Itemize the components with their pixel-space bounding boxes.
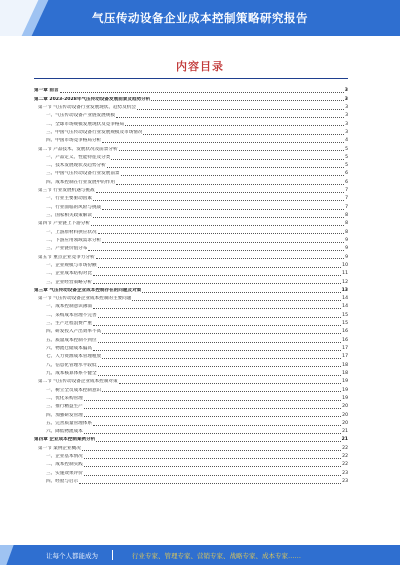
toc-dot-leader: [116, 184, 344, 185]
toc-entry-text: 四、经验与启示: [46, 479, 79, 484]
toc-dot-leader: [98, 233, 345, 234]
toc-entry[interactable]: [34, 402, 348, 410]
toc-entry[interactable]: [34, 269, 348, 277]
toc-entry[interactable]: [34, 319, 348, 327]
toc-page-number: 22: [342, 454, 348, 460]
toc-page-number: 7: [345, 188, 348, 194]
toc-page-number: 4: [345, 138, 348, 144]
toc-entry-text: 一、成本控制意识薄弱: [46, 304, 92, 310]
toc-entry-text: 九、成本核算体系不健全: [46, 370, 97, 376]
toc-dot-leader: [111, 159, 344, 160]
toc-entry[interactable]: [34, 410, 348, 418]
toc-entry[interactable]: [34, 252, 348, 260]
toc-page-number: 3: [345, 129, 348, 135]
toc-page-number: 20: [342, 412, 348, 418]
toc-entry-text: 二、全球市场规模发展现状及竞争格局: [46, 121, 125, 127]
toc-page-number: 9: [345, 254, 348, 260]
toc-page-number: 23: [342, 479, 348, 484]
toc-entry-text: 第一节 气压传动设备企业成本控制的主要问题: [38, 296, 132, 302]
toc-dot-leader: [93, 217, 344, 218]
toc-page-number: 21: [342, 429, 348, 435]
toc-page-number: 8: [345, 229, 348, 235]
toc-page-number: 14: [342, 304, 348, 310]
toc-dot-leader: [82, 450, 341, 451]
toc-dot-leader: [84, 458, 341, 459]
toc-page-number: 14: [342, 296, 348, 302]
toc-page-number: 12: [342, 279, 348, 285]
toc-entry-text: 一、上游原材料供应状况: [46, 229, 97, 235]
toc-entry[interactable]: [34, 460, 348, 468]
toc-entry[interactable]: [34, 227, 348, 235]
toc-entry[interactable]: [34, 377, 348, 385]
toc-page-number: 16: [342, 337, 348, 343]
toc-entry[interactable]: [34, 360, 348, 368]
toc-entry-text: 二、采购成本管理不完善: [46, 312, 97, 318]
toc-dot-leader: [98, 267, 342, 268]
toc-divider: [34, 78, 348, 79]
toc-entry-text: 二、优化采购管理: [46, 395, 83, 401]
toc-page-number: 10: [342, 262, 348, 268]
toc-entry[interactable]: [34, 294, 348, 302]
toc-dot-leader: [102, 242, 344, 243]
toc-dot-leader: [102, 391, 341, 392]
toc-entry-text: 三、中国气压传动设备行业发展前景: [46, 171, 120, 177]
toc-entry[interactable]: [34, 177, 348, 185]
toc-dot-leader: [132, 300, 341, 301]
toc-entry-text: 二、企业成本结构对比: [46, 271, 92, 277]
toc-entry-text: 四、研发投入产出效率不高: [46, 329, 102, 335]
toc-entry-text: 第一章 前言: [34, 88, 59, 94]
toc-dot-leader: [84, 416, 341, 417]
toc-entry[interactable]: [34, 427, 348, 435]
toc-entry-text: 一、树立全员成本控制意识: [46, 387, 102, 393]
toc-entry[interactable]: [34, 169, 348, 177]
toc-entry[interactable]: [34, 119, 348, 127]
toc-dot-leader: [96, 441, 340, 442]
toc-dot-leader: [121, 175, 345, 176]
toc-dot-leader: [142, 292, 340, 293]
toc-entry[interactable]: [34, 86, 348, 94]
toc-entry[interactable]: [34, 419, 348, 427]
toc-dot-leader: [119, 383, 342, 384]
page-header-banner: [0, 0, 400, 36]
footer-separator: [112, 550, 113, 560]
toc-entry[interactable]: [34, 335, 348, 343]
toc-entry-text: 二、行业面临的风险与挑战: [46, 204, 102, 210]
toc-entry[interactable]: [34, 344, 348, 352]
toc-dot-leader: [84, 466, 341, 467]
toc-dot-leader: [107, 167, 344, 168]
toc-dot-leader: [84, 408, 341, 409]
toc-entry-text: 二、技术发展现状及趋势分析: [46, 163, 106, 169]
toc-entry-text: 三、产业链价值分布: [46, 246, 88, 252]
toc-entry[interactable]: [34, 394, 348, 402]
toc-entry-text: 第四章 企业成本控制案例分析: [34, 437, 96, 443]
toc-entry-text: 第一节 气压传动设备行业发展现状、趋势及机会: [38, 104, 136, 110]
toc-entry-text: 第五节 重点企业竞争力分析: [38, 254, 95, 260]
toc-entry[interactable]: [34, 153, 348, 161]
toc-page-number: 16: [342, 329, 348, 335]
toc-page-number: 7: [345, 196, 348, 202]
toc-page-number: 8: [345, 221, 348, 227]
toc-entry-text: 二、成本控制实践: [46, 462, 83, 468]
toc-page-number: 11: [342, 271, 348, 277]
toc-entry[interactable]: [34, 194, 348, 202]
toc-entry-text: 第二章 2023-2028年气压传动设备发展前景及趋势分析: [34, 96, 151, 102]
toc-dot-leader: [98, 375, 342, 376]
toc-entry-text: 一、行业主要驱动因素: [46, 196, 92, 202]
toc-dot-leader: [93, 200, 344, 201]
toc-entry-text: 三、实施效果评价: [46, 470, 83, 476]
toc-entry-text: 一、产品定义、性能特征及分类: [46, 154, 111, 160]
toc-entry[interactable]: [34, 277, 348, 285]
toc-entry[interactable]: [34, 327, 348, 335]
toc-entry-text: 一、企业规模与市场份额: [46, 262, 97, 268]
toc-dot-leader: [102, 142, 344, 143]
toc-page-number: 7: [345, 204, 348, 210]
toc-entry[interactable]: [34, 385, 348, 393]
toc-entry-text: 三、国家相关政策解读: [46, 213, 92, 218]
toc-entry-text: 三、生产过程浪费严重: [46, 321, 92, 327]
toc-page-number: 3: [344, 88, 348, 94]
toc-entry[interactable]: [34, 286, 348, 294]
toc-page-number: 20: [342, 420, 348, 426]
toc-entry[interactable]: [34, 236, 348, 244]
toc-dot-leader: [98, 317, 342, 318]
toc-dot-leader: [93, 275, 341, 276]
toc-page-number: 6: [345, 171, 348, 177]
toc-dot-leader: [84, 475, 341, 476]
toc-entry-text: 三、推行精益生产: [46, 404, 83, 410]
toc-entry[interactable]: [34, 244, 348, 252]
page-footer-banner: [0, 545, 400, 565]
toc-entry-text: 三、企业经营策略分析: [46, 279, 92, 285]
toc-dot-leader: [125, 125, 344, 126]
toc-page-number: 21: [341, 437, 348, 443]
toc-entry[interactable]: [34, 452, 348, 460]
toc-entry[interactable]: [34, 211, 348, 219]
toc-entry[interactable]: [34, 128, 348, 136]
toc-entry[interactable]: [34, 443, 348, 451]
toc-entry[interactable]: [34, 261, 348, 269]
toc-page-number: 15: [342, 312, 348, 318]
toc-page-number: 15: [342, 321, 348, 327]
toc-dot-leader: [102, 333, 341, 334]
toc-dot-leader: [84, 433, 341, 434]
toc-entry-text: 四、加强研发管理: [46, 412, 83, 418]
toc-entry-text: 四、成本控制在行业发展中的作用: [46, 179, 115, 185]
toc-entry[interactable]: [34, 477, 348, 485]
toc-entry[interactable]: [34, 310, 348, 318]
toc-dot-leader: [116, 117, 344, 118]
toc-entry[interactable]: [34, 202, 348, 210]
toc-entry-text: 第四节 产业链上下游分析: [38, 221, 90, 227]
toc-entry[interactable]: [34, 468, 348, 476]
toc-page-number: 9: [345, 237, 348, 243]
report-title: 气压传动设备企业成本控制策略研究报告: [92, 11, 308, 25]
toc-entry-text: 第二节 气压传动设备企业成本控制对策: [38, 379, 118, 385]
toc-entry-text: 七、人力资源成本管理粗放: [46, 354, 102, 360]
toc-page-number: 18: [342, 362, 348, 368]
toc-entry[interactable]: [34, 302, 348, 310]
toc-page-number: 5: [345, 154, 348, 160]
footer-slogan: 让每个人都能成为: [46, 552, 98, 560]
toc-page-number: 22: [342, 462, 348, 468]
toc-entry-text: 八、信息化管理水平较低: [46, 362, 97, 368]
toc-dot-leader: [98, 366, 342, 367]
toc-page-number: 17: [342, 346, 348, 351]
toc-entry-text: 六、物流仓储成本偏高: [46, 346, 92, 351]
toc-entry-text: 二、下游应用领域需求分析: [46, 237, 102, 243]
toc-page-number: 6: [345, 179, 348, 185]
toc-entry-text: 第三节 行业发展机遇与挑战: [38, 188, 95, 194]
toc-dot-leader: [102, 209, 344, 210]
toc-dot-leader: [60, 92, 344, 93]
toc-entry[interactable]: [34, 136, 348, 144]
toc-dot-leader: [91, 225, 344, 226]
toc-dot-leader: [79, 483, 341, 484]
toc-dot-leader: [93, 325, 341, 326]
toc-entry[interactable]: [34, 94, 348, 102]
toc-dot-leader: [96, 192, 344, 193]
toc-page-number: 3: [344, 96, 348, 102]
toc-page-number: 9: [345, 246, 348, 252]
toc-dot-leader: [98, 342, 342, 343]
toc-entry[interactable]: [34, 103, 348, 111]
footer-decoration: [0, 545, 14, 565]
toc-dot-leader: [93, 425, 341, 426]
toc-entry[interactable]: [34, 186, 348, 194]
toc-title: 内容目录: [176, 60, 224, 73]
toc-page-number: 3: [345, 121, 348, 127]
toc-entry[interactable]: [34, 161, 348, 169]
toc-entry-text: 第一节 案例企业概况: [38, 445, 81, 451]
toc-page-number: 17: [342, 354, 348, 360]
toc-entry-text: 第三章 气压传动设备企业成本控制存在的问题及对策: [34, 287, 142, 293]
toc-dot-leader: [93, 308, 341, 309]
table-of-contents: [34, 86, 348, 485]
toc-dot-leader: [96, 258, 344, 259]
toc-page-number: 20: [342, 404, 348, 410]
toc-dot-leader: [151, 100, 343, 101]
toc-page-number: 19: [342, 387, 348, 393]
toc-page-number: 3: [345, 113, 348, 119]
toc-entry-text: 五、质量成本控制不到位: [46, 337, 97, 343]
toc-dot-leader: [119, 150, 345, 151]
toc-dot-leader: [88, 250, 344, 251]
toc-page-number: 19: [342, 395, 348, 401]
toc-entry[interactable]: [34, 352, 348, 360]
toc-entry[interactable]: [34, 219, 348, 227]
toc-entry[interactable]: [34, 144, 348, 152]
toc-page-number: 5: [345, 163, 348, 169]
toc-page-number: 23: [342, 470, 348, 476]
toc-page-number: 13: [341, 287, 348, 293]
toc-dot-leader: [84, 400, 341, 401]
toc-page-number: 19: [342, 379, 348, 385]
toc-page-number: 18: [342, 370, 348, 376]
toc-entry-text: 第二节 产品技术、发展状况及前景分析: [38, 146, 118, 152]
toc-dot-leader: [137, 109, 344, 110]
toc-page-number: 5: [345, 146, 348, 152]
toc-dot-leader: [93, 283, 341, 284]
toc-page-number: 3: [345, 104, 348, 110]
toc-entry-text: 一、气压传动设备产业链发展规模: [46, 113, 115, 119]
toc-entry[interactable]: [34, 369, 348, 377]
toc-entry-text: 五、完善质量管理体系: [46, 420, 92, 426]
toc-entry-text: 一、企业基本情况: [46, 454, 83, 460]
toc-entry-text: 三、中国气压传动设备行业发展规模及市场情况: [46, 129, 143, 135]
toc-dot-leader: [93, 350, 341, 351]
toc-page-number: 22: [342, 445, 348, 451]
toc-entry[interactable]: [34, 111, 348, 119]
toc-entry-text: 四、中国市场竞争格局分析: [46, 138, 102, 144]
toc-entry-text: 六、降低物流成本: [46, 429, 83, 435]
toc-dot-leader: [102, 358, 341, 359]
toc-entry[interactable]: [34, 435, 348, 443]
toc-page-number: 8: [345, 213, 348, 218]
toc-dot-leader: [143, 134, 344, 135]
footer-tagline: 行业专家、管理专家、营销专家、战略专家、成本专家……: [132, 552, 301, 560]
